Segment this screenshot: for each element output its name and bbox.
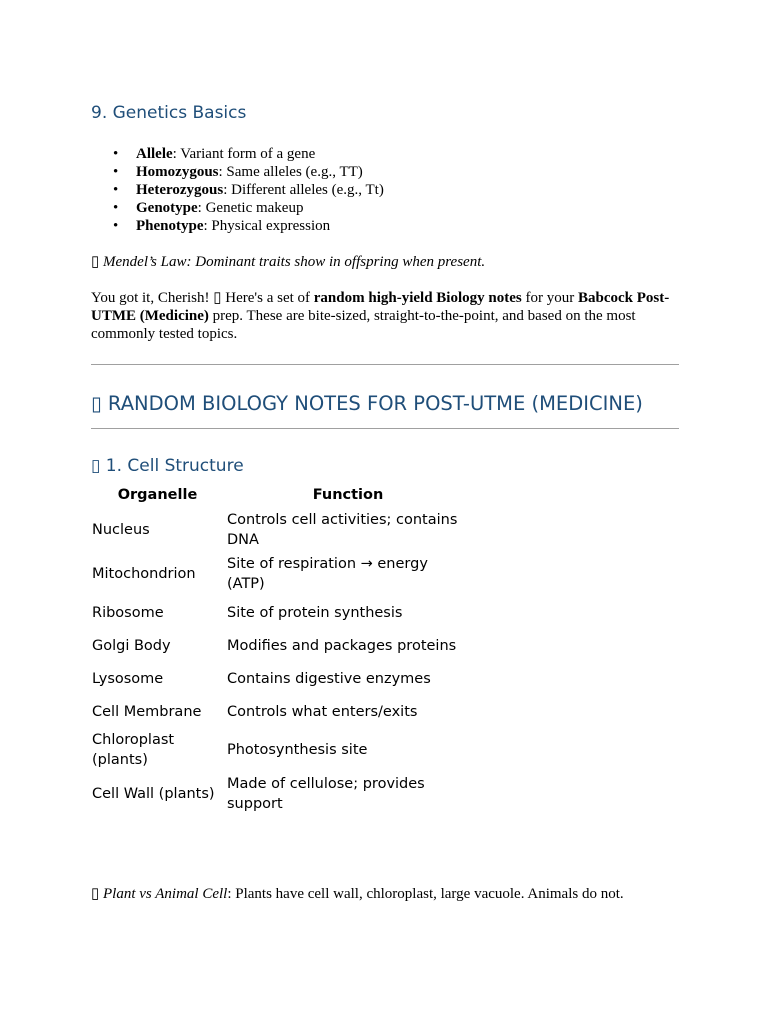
column-header-organelle: Organelle (117, 487, 198, 503)
organelle-cell: Chloroplast (plants) (92, 732, 175, 768)
table-row (90, 552, 471, 596)
organelle-cell: Mitochondrion (92, 566, 196, 582)
intro-text: Here's a set of (221, 290, 314, 306)
bullet-icon: • (113, 200, 119, 216)
genetics-heading: 9. Genetics Basics (91, 103, 247, 123)
intro-text: for your (521, 290, 578, 306)
organelle-cell: Ribosome (92, 604, 164, 621)
plant-vs-animal-note (91, 885, 624, 903)
organelle-cell: Cell Wall (plants) (92, 786, 215, 802)
list-item (113, 217, 384, 235)
table-header-row (90, 482, 471, 508)
bullet-icon: • (113, 146, 119, 162)
term: Homozygous (136, 164, 219, 180)
function-cell: Controls what enters/exits (227, 703, 418, 720)
genetics-list (91, 145, 384, 235)
mendel-law-note (91, 253, 485, 271)
organelle-cell: Lysosome (92, 670, 164, 687)
cell-structure-heading-text: 1. Cell Structure (100, 456, 244, 476)
list-item (113, 199, 384, 217)
function-cell: Contains digestive enzymes (227, 670, 431, 687)
bullet-icon: • (113, 218, 119, 234)
definition: : Same alleles (e.g., TT) (218, 164, 363, 180)
term: Phenotype (136, 218, 204, 234)
definition: : Genetic makeup (197, 200, 304, 216)
note-text: : Plants have cell wall, chloroplast, large vacuole. Animals do not. (227, 886, 624, 902)
bullet-icon: • (113, 164, 119, 180)
table-row (90, 596, 471, 629)
intro-paragraph (91, 289, 679, 343)
missing-glyph-icon: ▯ (91, 456, 101, 476)
function-cell: Controls cell activities; contains DNA (227, 512, 458, 548)
column-header-function: Function (312, 487, 384, 503)
missing-glyph-icon: ▯ (213, 290, 222, 306)
bullet-icon: • (113, 182, 119, 198)
cell-structure-heading (91, 456, 244, 476)
missing-glyph-icon: ▯ (91, 392, 102, 415)
function-cell: Site of protein synthesis (227, 604, 403, 621)
table-row (90, 772, 471, 816)
intro-bold-text: Babcock Post-UTME (Medicine) (91, 290, 670, 324)
organelle-table (90, 482, 471, 816)
main-heading (91, 392, 643, 415)
list-item (113, 163, 384, 181)
table-row (90, 695, 471, 728)
intro-text: You got it, Cherish! (91, 290, 214, 306)
list-item (113, 145, 384, 163)
function-cell: Site of respiration → energy (ATP) (227, 556, 428, 592)
divider (91, 364, 679, 365)
organelle-cell: Nucleus (92, 522, 150, 538)
organelle-cell: Cell Membrane (92, 703, 202, 720)
definition: : Physical expression (203, 218, 331, 234)
table-row (90, 629, 471, 662)
main-heading-text: RANDOM BIOLOGY NOTES FOR POST-UTME (MEDICINE) (101, 392, 643, 415)
missing-glyph-icon: ▯ (91, 886, 100, 902)
table-row (90, 662, 471, 695)
term: Heterozygous (136, 182, 224, 198)
table-row (90, 508, 471, 552)
intro-text: prep. These are bite-sized, straight-to-the-point, and based on the most commonly tested topics. (91, 308, 636, 342)
definition: : Different alleles (e.g., Tt) (223, 182, 384, 198)
function-cell: Made of cellulose; provides support (227, 776, 425, 812)
mendel-law-text: Mendel’s Law: Dominant traits show in offspring when present. (103, 254, 486, 270)
term: Genotype (136, 200, 198, 216)
note-italic-text: Plant vs Animal Cell (103, 886, 228, 902)
function-cell: Photosynthesis site (227, 742, 368, 758)
missing-glyph-icon: ▯ (91, 254, 100, 270)
function-cell: Modifies and packages proteins (227, 637, 457, 654)
term: Allele (136, 146, 173, 162)
definition: : Variant form of a gene (172, 146, 316, 162)
list-item (113, 181, 384, 199)
intro-bold-text: random high-yield Biology notes (313, 290, 522, 306)
organelle-cell: Golgi Body (92, 637, 171, 654)
table-row (90, 728, 471, 772)
divider (91, 428, 679, 429)
